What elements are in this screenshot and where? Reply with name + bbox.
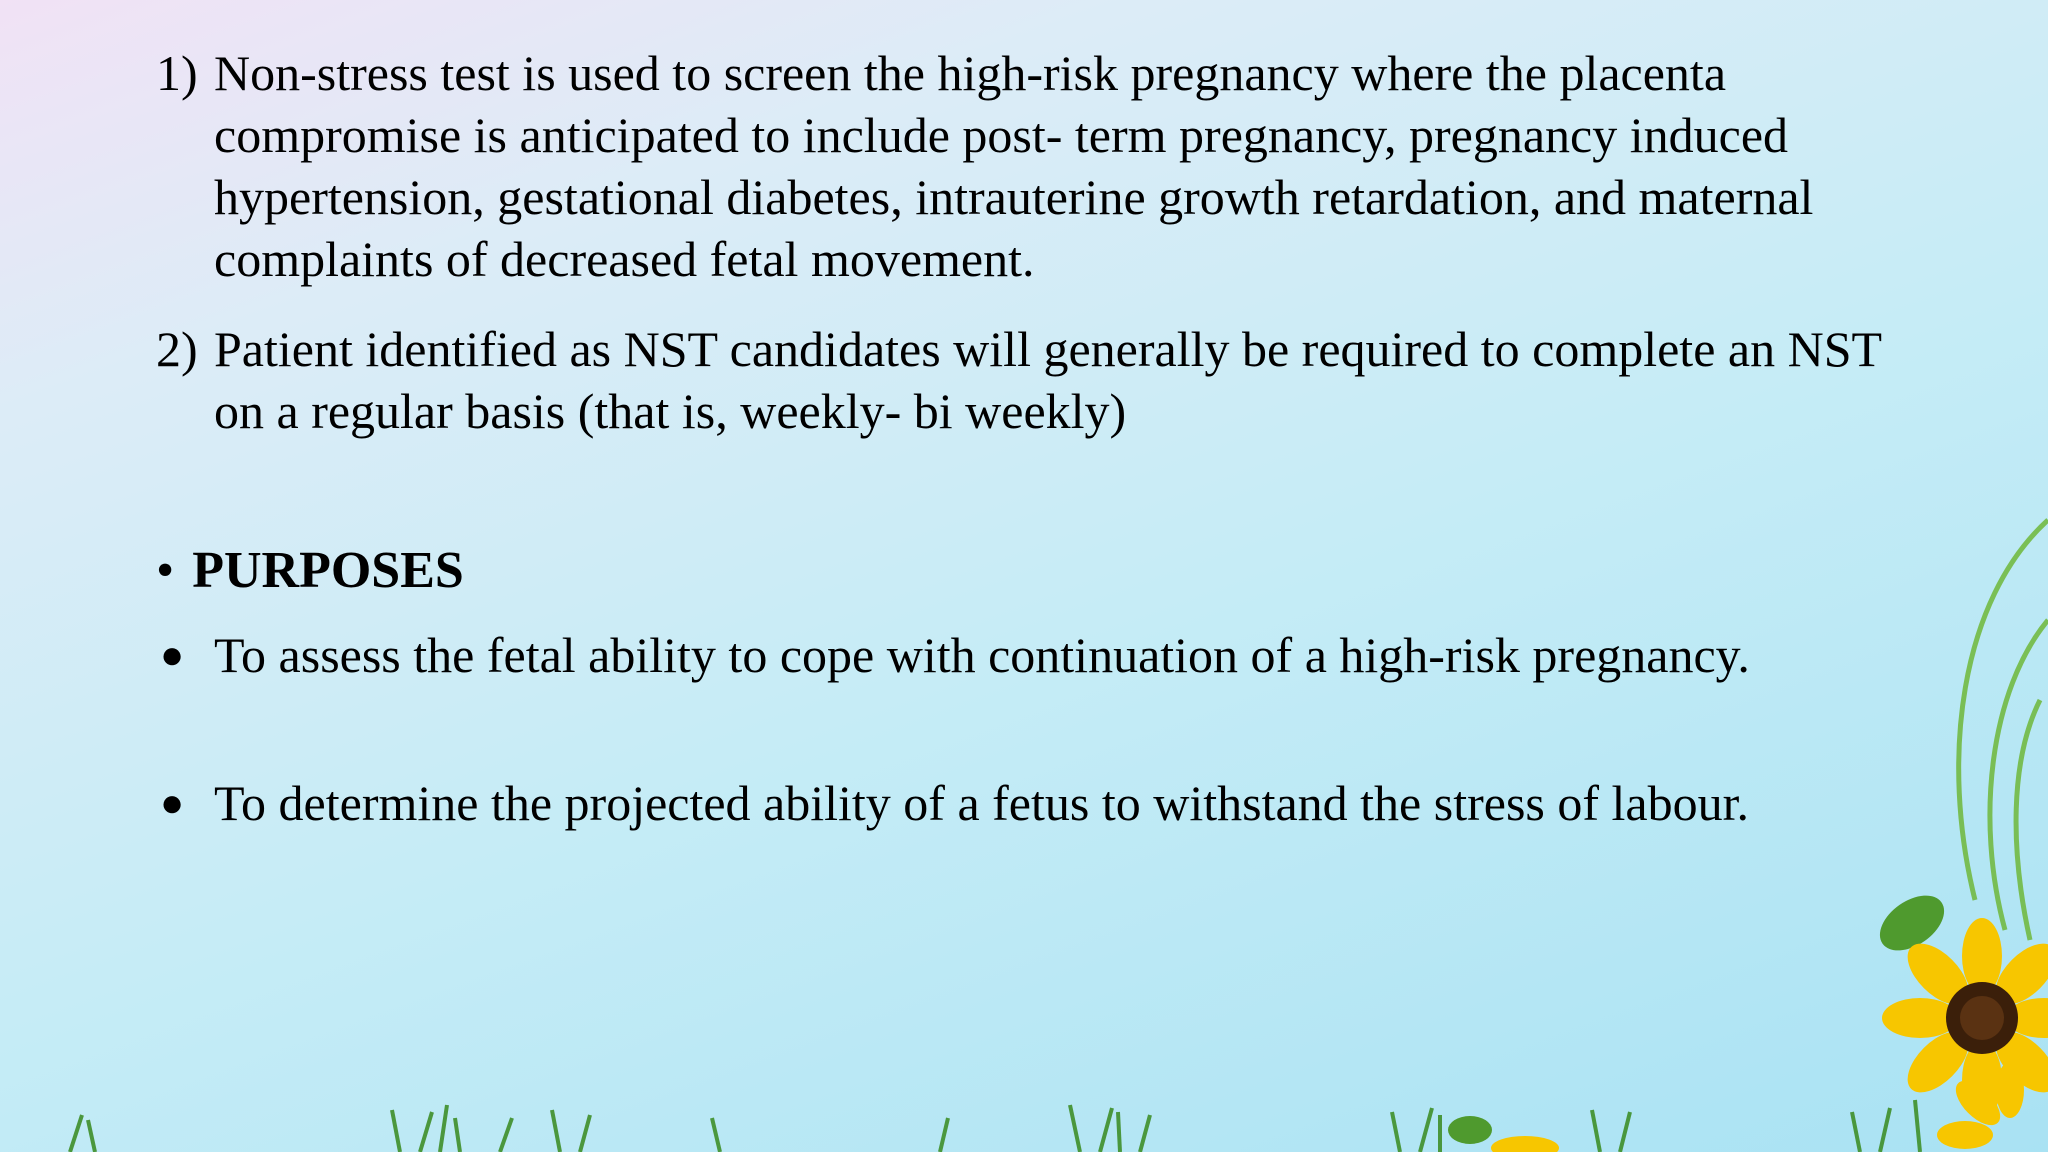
purpose-item-2 (156, 772, 1916, 834)
item-number: 2) (156, 321, 198, 377)
numbered-item-2 (156, 318, 1916, 442)
purposes-heading (156, 540, 464, 602)
purpose-item-1 (156, 624, 1916, 686)
item-text: To determine the projected ability of a fetus to withstand the stress of labour. (214, 775, 1749, 831)
bullet-marker: ● (160, 780, 185, 825)
item-text: To assess the fetal ability to cope with continuation of a high-risk pregnancy. (214, 627, 1750, 683)
item-number: 1) (156, 45, 198, 101)
bullet-marker: ● (160, 632, 185, 677)
numbered-item-1 (156, 42, 1916, 290)
item-text: Patient identified as NST candidates will generally be required to complete an NST on a regular basis (that is, weekly- bi weekly) (214, 321, 1882, 439)
heading-text: PURPOSES (192, 542, 464, 599)
item-text: Non-stress test is used to screen the high-risk pregnancy where the placenta compromise is anticipated to include post- term pregnancy, pregnancy induced hypertension, gestational diabetes, intrauterine growth retardation, and maternal complaints of decreased fetal movement. (214, 45, 1814, 287)
bullet-marker: • (156, 542, 175, 599)
